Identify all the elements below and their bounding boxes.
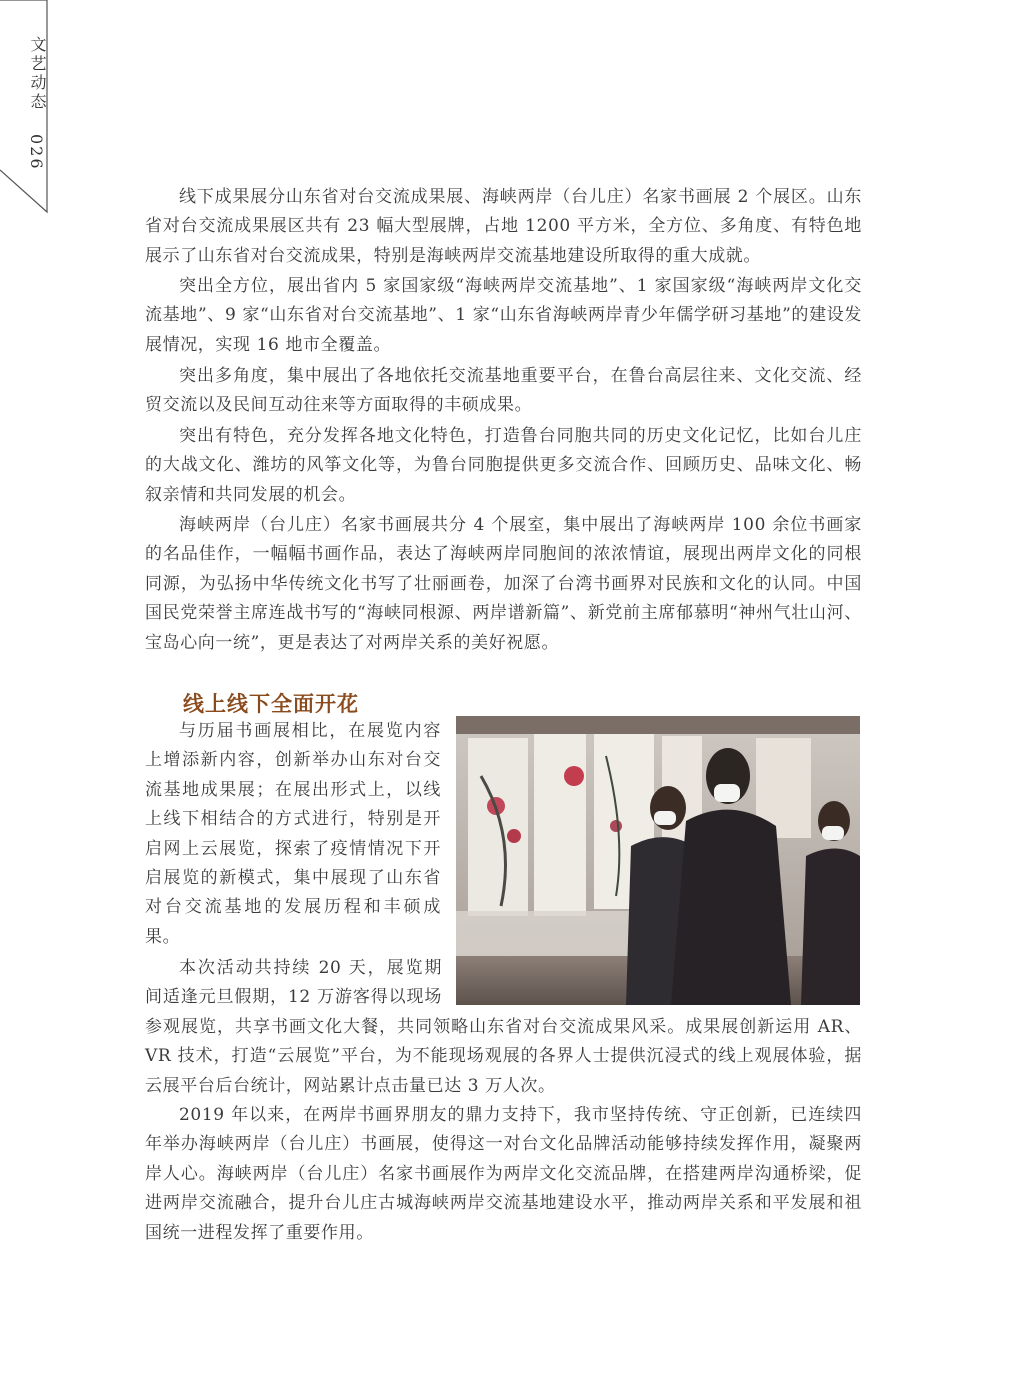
paragraph: 海峡两岸（台儿庄）名家书画展共分 4 个展室，集中展出了海峡两岸 100 余位书画家的名品佳作，一幅幅书画作品，表达了海峡两岸同胞间的浓浓情谊，展现出两岸文化的同根同源，为弘扬中华传统文化书写了壮丽画卷，加深了台湾书画界对民族和文化的认同。中国国民党荣誉主席连战书写的“海峡同根源、两岸谱新篇”、新党前主席郁慕明“神州气壮山河、宝岛心向一统”，更是表达了对两岸关系的美好祝愿。 (145, 515, 862, 653)
paragraph: 线下成果展分山东省对台交流成果展、海峡两岸（台儿庄）名家书画展 2 个展区。山东省对台交流成果展区共有 23 幅大型展牌，占地 1200 平方米，全方位、多角度、有特色地展示了山东省对台交流成果，特别是海峡两岸交流基地建设所取得的重大成就。 (145, 187, 862, 266)
section-heading: 线上线下全面开花 (183, 691, 359, 716)
paragraph-wrapped (145, 954, 862, 1101)
paragraph: 突出有特色，充分发挥各地文化特色，打造鲁台同胞共同的历史文化记忆，比如台儿庄的大战文化、潍坊的风筝文化等，为鲁台同胞提供更多交流合作、回顾历史、品味文化、畅叙亲情和共同发展的机会。 (145, 426, 862, 505)
paragraph: 与历届书画展相比，在展览内容上增添新内容，创新举办山东对台交流基地成果展；在展出形式上，以线上线下相结合的方式进行，特别是开启网上云展览，探索了疫情情况下开启展览的新模式，集中展现了山东省对台交流基地的发展历程和丰硕成果。 (145, 721, 441, 947)
photo-spacer (442, 954, 862, 1012)
paragraph: 突出全方位，展出省内 5 家国家级“海峡两岸交流基地”、1 家国家级“海峡两岸文化交流基地”、9 家“山东省对台交流基地”、1 家“山东省海峡两岸青少年儒学研习基地”的建设发展情况，实现 16 地市全覆盖。 (145, 276, 862, 355)
section-title: 文艺动态 (28, 36, 47, 112)
paragraph-text: 本次活动共持续 20 天，展览期间适逢元旦假期，12 万游客得以现场参观展览，共享书画文化大餐，共同领略山东省对台交流成果风采。成果展创新运用 AR、VR 技术，打造“云展览”平台，为不能现场观展的各界人士提供沉浸式的线上观展体验，据云展平台后台统计，网站累计点击量已达 3 万人次。 (145, 958, 862, 1096)
page-number: 026 (27, 134, 46, 171)
paragraph: 2019 年以来，在两岸书画界朋友的鼎力支持下，我市坚持传统、守正创新，已连续四年举办海峡两岸（台儿庄）书画展，使得这一对台文化品牌活动能够持续发挥作用，凝聚两岸人心。海峡两岸（台儿庄）名家书画展作为两岸文化交流品牌，在搭建两岸沟通桥梁，促进两岸交流融合，提升台儿庄古城海峡两岸交流基地建设水平，推动两岸关系和平发展和祖国统一进程发挥了重要作用。 (145, 1105, 862, 1243)
paragraph: 突出多角度，集中展出了各地依托交流基地重要平台，在鲁台高层往来、文化交流、经贸交流以及民间互动往来等方面取得的丰硕成果。 (145, 366, 862, 416)
section-side-tab (0, 0, 60, 215)
